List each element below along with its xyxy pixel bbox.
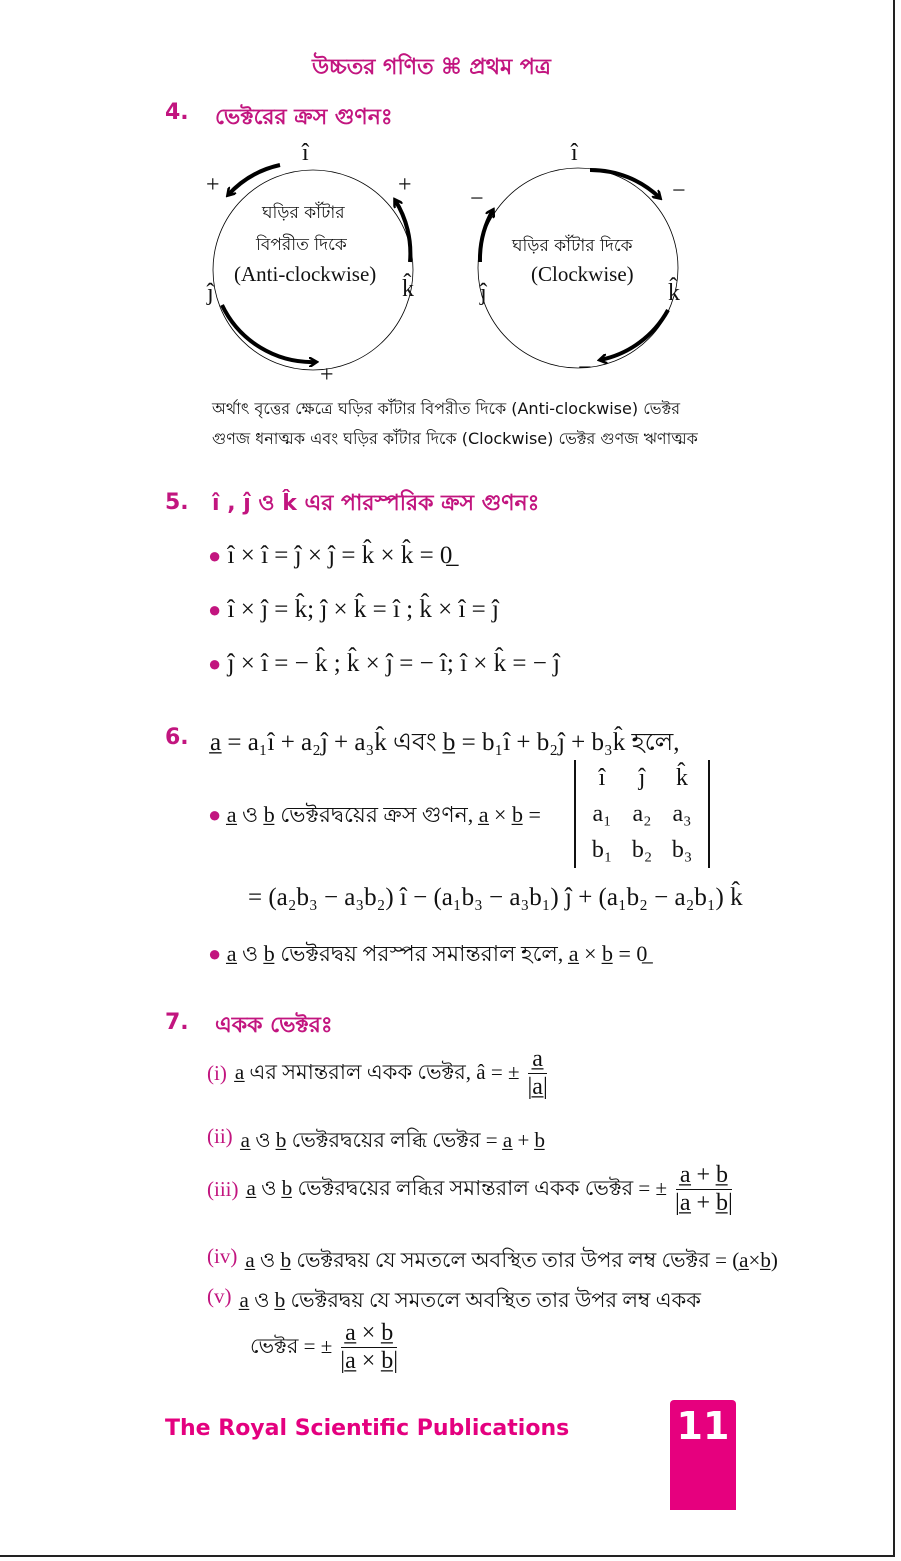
section-4-note: অর্থাৎ বৃত্তের ক্ষেত্রে ঘড়ির কাঁটার বিপরীত দিকে (Anti-clockwise) ভেক্টর [212,399,681,418]
list-item [208,937,647,974]
page-number-box [670,1400,736,1510]
minus-sign: − [470,186,484,212]
anticlockwise-text: (Anti-clockwise) [234,262,377,286]
anticlockwise-text: বিপরীত দিকে [256,235,347,255]
list-item [208,798,541,835]
list-item-text: a̲ ও b̲ ভেক্টরদ্বয়ের ক্রস গুণন, a̲ × b̲ = [226,802,541,827]
bullet-icon: ● [208,941,222,966]
list-item-text: a̲ ও b̲ ভেক্টরদ্বয় পরস্পর সমান্তরাল হলে, a̲ × b̲ = 0̲ [226,941,648,966]
matrix-cell: k̂ [676,765,688,791]
item-text: a̲ এর সমান্তরাল একক ভেক্টর, â = ± [234,1060,520,1084]
publisher-name: The Royal Scientific Publications [165,1416,570,1441]
matrix-cell: a₃ [672,801,692,827]
clockwise-text: (Clockwise) [531,262,634,286]
item-text: ভেক্টর = ± [250,1334,333,1358]
anticlockwise-i-label: î [302,140,309,166]
matrix-cell: î [598,765,606,791]
section-4-title: ভেক্টরের ক্রস গুণনঃ [215,105,393,130]
unit-vector-item [207,1244,778,1279]
bullet-icon: ● [208,543,222,568]
clockwise-j-label: ĵ [480,280,487,306]
plus-sign: + [398,172,412,198]
matrix-cell: b₃ [671,837,693,863]
matrix-cell: ĵ [638,765,646,791]
page-header-title: উচ্চতর গণিত ⌘ প্রথম পত্র [312,55,551,80]
fraction [340,1320,398,1375]
denominator: |a̲ + b̲| [675,1190,733,1216]
section-6-number: 6. [165,725,189,750]
list-item [208,596,499,624]
section-7-title: একক ভেক্টরঃ [215,1013,333,1038]
section-7-number: 7. [165,1010,189,1035]
denominator: |a̲ × b̲| [340,1348,399,1374]
numerator: a̲ [528,1046,547,1074]
list-item [208,650,560,678]
item-label: (v) [207,1284,232,1308]
fraction [675,1162,733,1217]
list-item-text: î × ĵ = k̂; ĵ × k̂ = î ; k̂ × î = ĵ [227,596,499,623]
section-5-title: î , ĵ ও k̂ এর পারস্পরিক ক্রস গুণনঃ [212,491,540,516]
plus-sign: + [320,362,334,388]
item-label: (i) [207,1061,227,1085]
unit-vector-item [207,1162,733,1217]
denominator: |a̲| [527,1074,548,1100]
list-item-text: ĵ × î = − k̂ ; k̂ × ĵ = − î; î × k̂ = − ĵ [227,650,561,677]
item-text: a̲ ও b̲ ভেক্টরদ্বয় যে সমতলে অবস্থিত তার উপর লম্ব ভেক্টর = (a̲×b̲) [245,1248,778,1272]
arrow-i-to-k [590,170,660,198]
arrow-k-to-j [600,310,668,360]
item-label: (ii) [207,1124,233,1148]
list-item [208,542,452,570]
numerator: a̲ × b̲ [341,1320,397,1348]
arrow-k-to-i [395,200,410,262]
minus-sign: − [578,355,592,381]
cross-product-expansion: = (a₂b₃ − a₃b₂) î − (a₁b₃ − a₃b₁) ĵ + (a₁b₂ − a₂b₁) k̂ [248,884,743,911]
item-label: (iv) [207,1244,238,1268]
unit-vector-item [207,1284,701,1319]
bullet-icon: ● [208,597,222,622]
anticlockwise-k-label: k̂ [402,276,414,302]
matrix-cell: a₂ [632,801,652,827]
arrow-j-to-i [480,210,493,262]
matrix-cell: b₁ [591,837,613,863]
item-text: a̲ ও b̲ ভেক্টরদ্বয়ের লব্ধি ভেক্টর = a̲ + b̲ [240,1128,546,1152]
bullet-icon: ● [208,651,222,676]
page-edge-right [893,0,895,1556]
page-number: 11 [676,1404,730,1448]
matrix-cell: b₂ [631,837,653,863]
page-edge-bottom [0,1555,895,1557]
clockwise-i-label: î [571,140,578,166]
section-5-number: 5. [165,490,189,515]
item-label: (iii) [207,1177,239,1201]
unit-vector-item [207,1046,548,1101]
cross-product-circles-diagram [0,0,901,400]
minus-sign: − [672,178,686,204]
plus-sign: + [206,172,220,198]
list-item-text: î × î = ĵ × ĵ = k̂ × k̂ = 0̲ [227,542,453,569]
section-4-note: গুণজ ধনাত্মক এবং ঘড়ির কাঁটার দিকে (Clockwise) ভেক্টর গুণজ ঋণাত্মক [212,429,698,448]
bullet-icon: ● [208,802,222,827]
unit-vector-item [207,1124,545,1159]
section-4-number: 4. [165,100,189,125]
clockwise-text: ঘড়ির কাঁটার দিকে [512,236,633,256]
clockwise-k-label: k̂ [668,280,680,306]
item-text: a̲ ও b̲ ভেক্টরদ্বয়ের লব্ধির সমান্তরাল একক ভেক্টর = ± [246,1176,668,1200]
determinant-matrix [574,760,710,868]
arrow-i-to-j [228,165,280,195]
fraction [528,1046,548,1101]
anticlockwise-text: ঘড়ির কাঁটার [262,203,345,223]
numerator: a̲ + b̲ [676,1162,732,1190]
section-6-definition: a̲ = a₁î + a₂ĵ + a₃k̂ এবং b̲ = b₁î + b₂ĵ + b₃k̂ হলে, [210,729,680,756]
unit-vector-item-continued [250,1320,398,1375]
anticlockwise-j-label: ĵ [207,280,214,306]
item-text: a̲ ও b̲ ভেক্টরদ্বয় যে সমতলে অবস্থিত তার উপর লম্ব একক [239,1288,701,1312]
matrix-cell: a₁ [592,801,612,827]
